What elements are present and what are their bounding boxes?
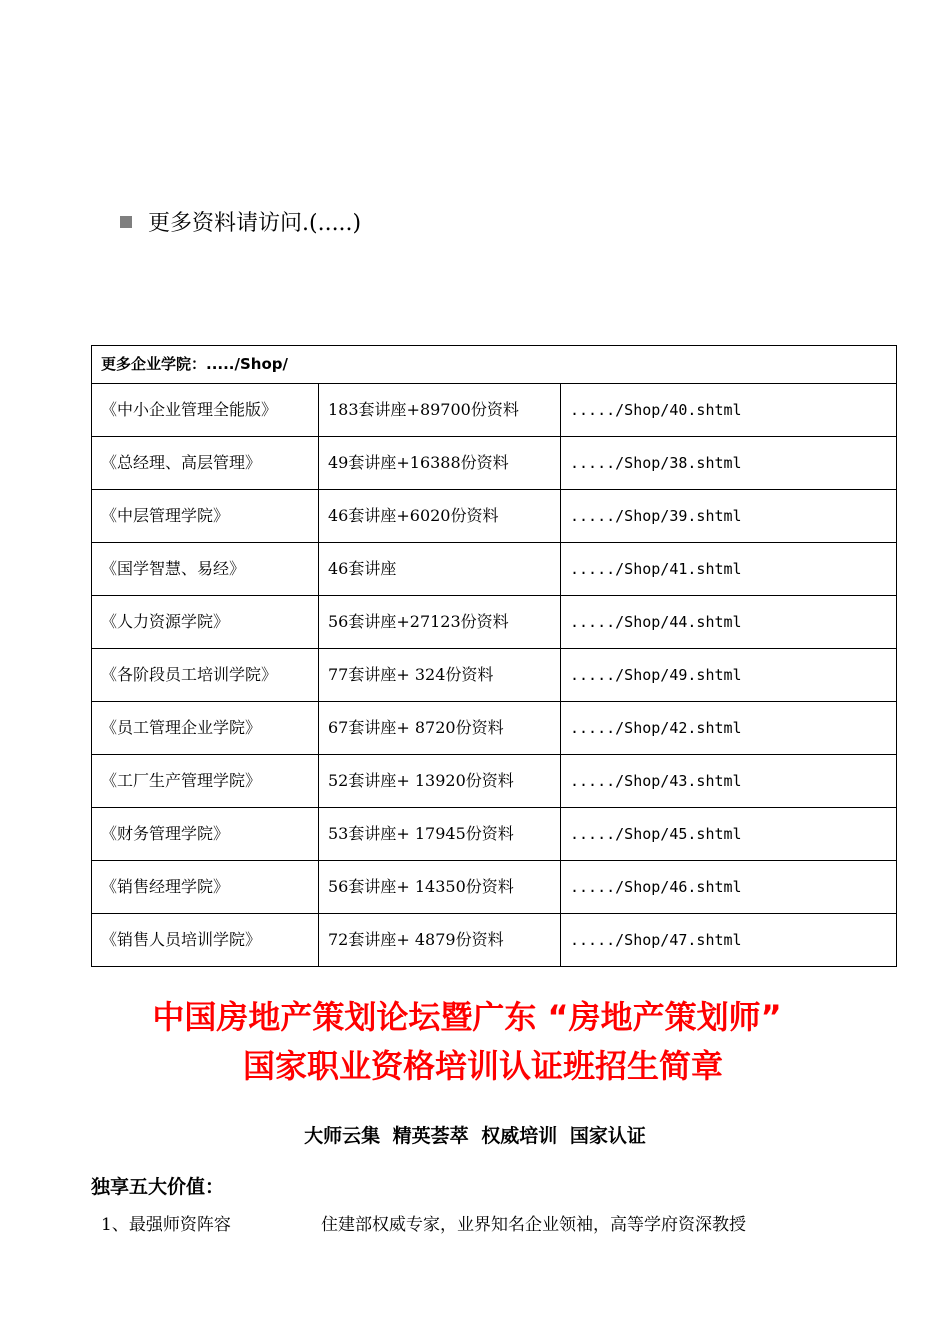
course-link-cell[interactable]: ...../Shop/46.shtml — [561, 861, 897, 914]
course-name-cell: 《工厂生产管理学院》 — [92, 755, 319, 808]
table-row — [92, 914, 897, 967]
course-content-cell: 77套讲座+ 324份资料 — [319, 649, 561, 702]
table-row — [92, 808, 897, 861]
course-content-cell: 56套讲座+ 14350份资料 — [319, 861, 561, 914]
value-item-label: 1、最强师资阵容 — [101, 1215, 231, 1235]
table-row — [92, 596, 897, 649]
table-row — [92, 490, 897, 543]
course-link-cell[interactable]: ...../Shop/41.shtml — [561, 543, 897, 596]
course-content-cell: 183套讲座+89700份资料 — [319, 384, 561, 437]
course-name-cell: 《销售经理学院》 — [92, 861, 319, 914]
table-row — [92, 755, 897, 808]
course-link-cell[interactable]: ...../Shop/43.shtml — [561, 755, 897, 808]
course-name-cell: 《财务管理学院》 — [92, 808, 319, 861]
catalog-header: 更多企业学院：...../Shop/ — [92, 346, 897, 384]
course-name-cell: 《中层管理学院》 — [92, 490, 319, 543]
table-row — [92, 649, 897, 702]
values-title: 独享五大价值： — [91, 1176, 225, 1198]
course-link-cell[interactable]: ...../Shop/45.shtml — [561, 808, 897, 861]
course-name-cell: 《员工管理企业学院》 — [92, 702, 319, 755]
value-item-text: 住建部权威专家，业界知名企业领袖，高等学府资深教授 — [321, 1215, 746, 1235]
course-content-cell: 52套讲座+ 13920份资料 — [319, 755, 561, 808]
notice-line — [120, 206, 361, 237]
headline-line-2: 国家职业资格培训认证班招生简章 — [242, 1047, 723, 1085]
course-link-cell[interactable]: ...../Shop/40.shtml — [561, 384, 897, 437]
course-link-cell[interactable]: ...../Shop/44.shtml — [561, 596, 897, 649]
course-name-cell: 《总经理、高层管理》 — [92, 437, 319, 490]
slogan: 大师云集 精英荟萃 权威培训 国家认证 — [304, 1125, 646, 1147]
course-name-cell: 《中小企业管理全能版》 — [92, 384, 319, 437]
table-row — [92, 861, 897, 914]
course-link-cell[interactable]: ...../Shop/42.shtml — [561, 702, 897, 755]
course-link-cell[interactable]: ...../Shop/38.shtml — [561, 437, 897, 490]
course-content-cell: 56套讲座+27123份资料 — [319, 596, 561, 649]
headline-line-1: 中国房地产策划论坛暨广东 “房地产策划师” — [152, 998, 782, 1036]
catalog-table — [91, 345, 897, 967]
notice-text: 更多资料请访问.(.....) — [148, 211, 362, 236]
catalog-header-row — [92, 346, 897, 384]
course-content-cell: 72套讲座+ 4879份资料 — [319, 914, 561, 967]
value-item — [101, 1210, 746, 1235]
course-link-cell[interactable]: ...../Shop/47.shtml — [561, 914, 897, 967]
course-content-cell: 46套讲座+6020份资料 — [319, 490, 561, 543]
course-content-cell: 53套讲座+ 17945份资料 — [319, 808, 561, 861]
table-row — [92, 702, 897, 755]
table-row — [92, 543, 897, 596]
course-name-cell: 《人力资源学院》 — [92, 596, 319, 649]
square-bullet-icon — [120, 216, 132, 228]
course-name-cell: 《销售人员培训学院》 — [92, 914, 319, 967]
course-name-cell: 《各阶段员工培训学院》 — [92, 649, 319, 702]
course-content-cell: 46套讲座 — [319, 543, 561, 596]
course-content-cell: 49套讲座+16388份资料 — [319, 437, 561, 490]
course-link-cell[interactable]: ...../Shop/39.shtml — [561, 490, 897, 543]
table-row — [92, 437, 897, 490]
table-row — [92, 384, 897, 437]
course-name-cell: 《国学智慧、易经》 — [92, 543, 319, 596]
course-content-cell: 67套讲座+ 8720份资料 — [319, 702, 561, 755]
course-link-cell[interactable]: ...../Shop/49.shtml — [561, 649, 897, 702]
